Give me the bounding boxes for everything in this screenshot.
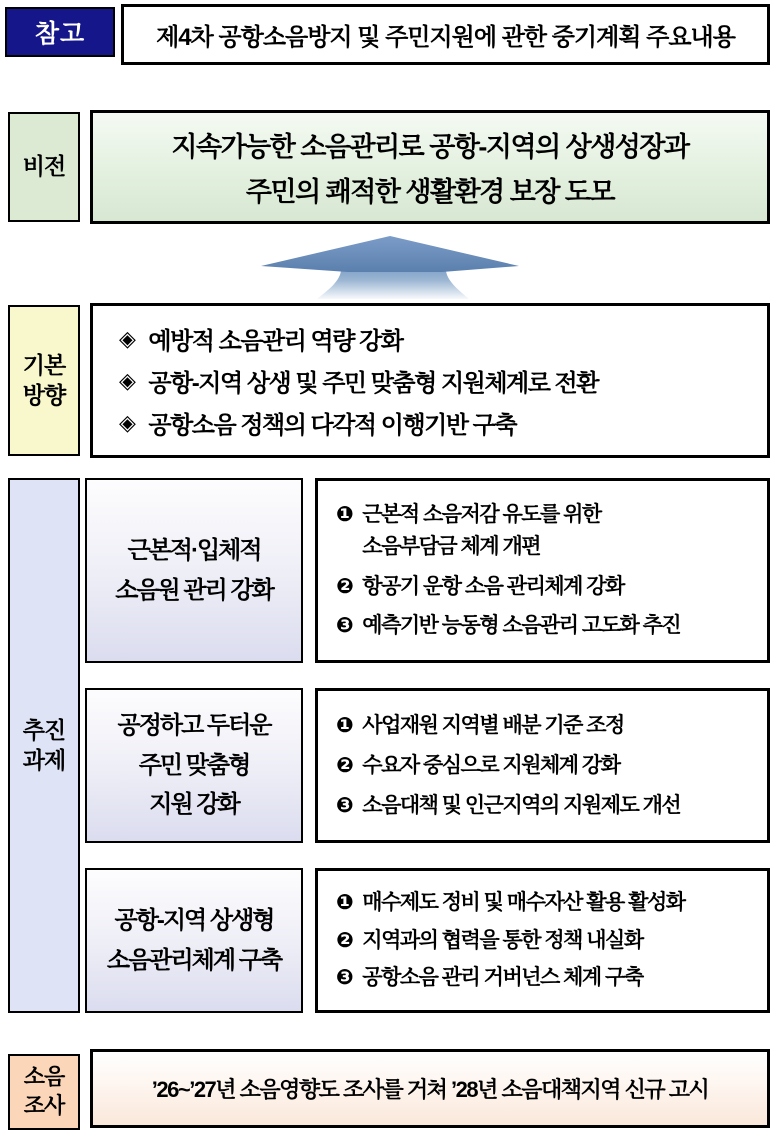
tasks-label-line-1: 추진 bbox=[22, 716, 66, 743]
task-item-text: 사업재원 지역별 배분 기준 조정 bbox=[362, 713, 624, 737]
task-item-text: 항공기 운항 소음 관리체계 강화 bbox=[362, 574, 624, 598]
numbered-bullet-icon: ❶ bbox=[336, 713, 353, 737]
task-item bbox=[336, 499, 763, 562]
diamond-bullet-icon: ◈ bbox=[119, 367, 135, 393]
basic-direction-box bbox=[90, 303, 770, 458]
direction-item bbox=[119, 321, 759, 356]
vision-label-text: 비전 bbox=[22, 153, 66, 180]
direction-item-text: 공항-지역 상생 및 주민 맞춤형 지원체계로 전환 bbox=[148, 370, 598, 397]
direction-item-text: 공항소음 정책의 다각적 이행기반 구축 bbox=[148, 412, 517, 439]
task-title-line: 지원 강화 bbox=[149, 791, 239, 819]
task-item-text: 근본적 소음저감 유도를 위한 bbox=[362, 503, 601, 527]
numbered-bullet-icon: ❸ bbox=[336, 966, 353, 990]
task-title-line: 소음관리체계 구축 bbox=[106, 946, 282, 974]
basic-direction-label-line-2: 방향 bbox=[22, 381, 66, 408]
diamond-bullet-icon: ◈ bbox=[119, 409, 135, 435]
task-title-line: 공항-지역 상생형 bbox=[114, 906, 274, 934]
direction-item-text: 예방적 소음관리 역량 강화 bbox=[148, 328, 403, 355]
numbered-bullet-icon: ❶ bbox=[336, 503, 353, 527]
task-item bbox=[336, 610, 763, 642]
task-title-line: 소음원 관리 강화 bbox=[115, 576, 273, 604]
task-title-box-2 bbox=[85, 688, 303, 843]
basic-direction-section-label bbox=[8, 305, 80, 456]
numbered-bullet-icon: ❶ bbox=[336, 891, 353, 915]
up-arrow-svg bbox=[258, 232, 522, 302]
diamond-bullet-icon: ◈ bbox=[119, 325, 135, 351]
basic-direction-label-line-1: 기본 bbox=[22, 351, 66, 378]
numbered-bullet-icon: ❷ bbox=[336, 753, 353, 777]
task-item bbox=[336, 571, 763, 603]
numbered-bullet-icon: ❷ bbox=[336, 928, 353, 952]
vision-line-1: 지속가능한 소음관리로 공항-지역의 상생성장과 bbox=[171, 132, 689, 162]
tasks-label-line-2: 과제 bbox=[22, 746, 66, 773]
reference-badge bbox=[5, 7, 115, 57]
task-item-text: 공항소음 관리 거버넌스 체계 구축 bbox=[362, 966, 643, 990]
task-item-text: 예측기반 능동형 소음관리 고도화 추진 bbox=[362, 614, 681, 638]
task-item-text: 소음대책 및 인근지역의 지원제도 개선 bbox=[362, 793, 681, 817]
task-item-text: 매수제도 정비 및 매수자산 활용 활성화 bbox=[362, 891, 685, 915]
task-title-line: 주민 맞춤형 bbox=[138, 751, 250, 779]
task-item-text: 지역과의 협력을 통한 정책 내실화 bbox=[362, 928, 643, 952]
numbered-bullet-icon: ❸ bbox=[336, 793, 353, 817]
task-item bbox=[336, 887, 763, 919]
noise-survey-text: ’26~’27년 소음영향도 조사를 거쳐 ’28년 소음대책지역 신규 고시 bbox=[151, 1077, 709, 1102]
task-item-text: 소음부담금 체계 개편 bbox=[362, 534, 541, 558]
task-detail-box-2 bbox=[315, 688, 770, 843]
numbered-bullet-icon: ❸ bbox=[336, 614, 353, 638]
task-title-line: 공정하고 두터운 bbox=[117, 712, 271, 740]
reference-badge-label: 참고 bbox=[34, 20, 86, 48]
task-title-box-3 bbox=[85, 868, 303, 1013]
task-item bbox=[336, 750, 763, 782]
page-title: 제4차 공항소음방지 및 주민지원에 관한 중기계획 주요내용 bbox=[156, 24, 735, 51]
noise-survey-box bbox=[90, 1049, 770, 1128]
task-item bbox=[336, 710, 763, 742]
task-detail-box-1 bbox=[315, 478, 770, 663]
page-title-box bbox=[121, 4, 770, 65]
noise-survey-section-label bbox=[8, 1054, 80, 1130]
vision-line-2: 주민의 쾌적한 생활환경 보장 도모 bbox=[245, 177, 615, 207]
task-title-box-1 bbox=[85, 478, 303, 663]
task-detail-box-3 bbox=[315, 868, 770, 1013]
direction-item bbox=[119, 405, 759, 440]
tasks-section-label bbox=[8, 478, 80, 1013]
direction-item bbox=[119, 363, 759, 398]
vision-section-label bbox=[8, 112, 80, 222]
noise-survey-label-line-1: 소음 bbox=[23, 1064, 65, 1090]
noise-survey-label-line-2: 조사 bbox=[23, 1093, 65, 1118]
vision-statement-box bbox=[90, 110, 770, 224]
task-item bbox=[336, 925, 763, 957]
numbered-bullet-icon: ❷ bbox=[336, 574, 353, 598]
up-arrow-icon bbox=[258, 232, 522, 302]
task-item bbox=[336, 790, 763, 822]
task-item bbox=[336, 962, 763, 994]
task-title-line: 근본적·입체적 bbox=[127, 536, 261, 564]
task-item-text: 수요자 중심으로 지원체계 강화 bbox=[362, 753, 620, 777]
